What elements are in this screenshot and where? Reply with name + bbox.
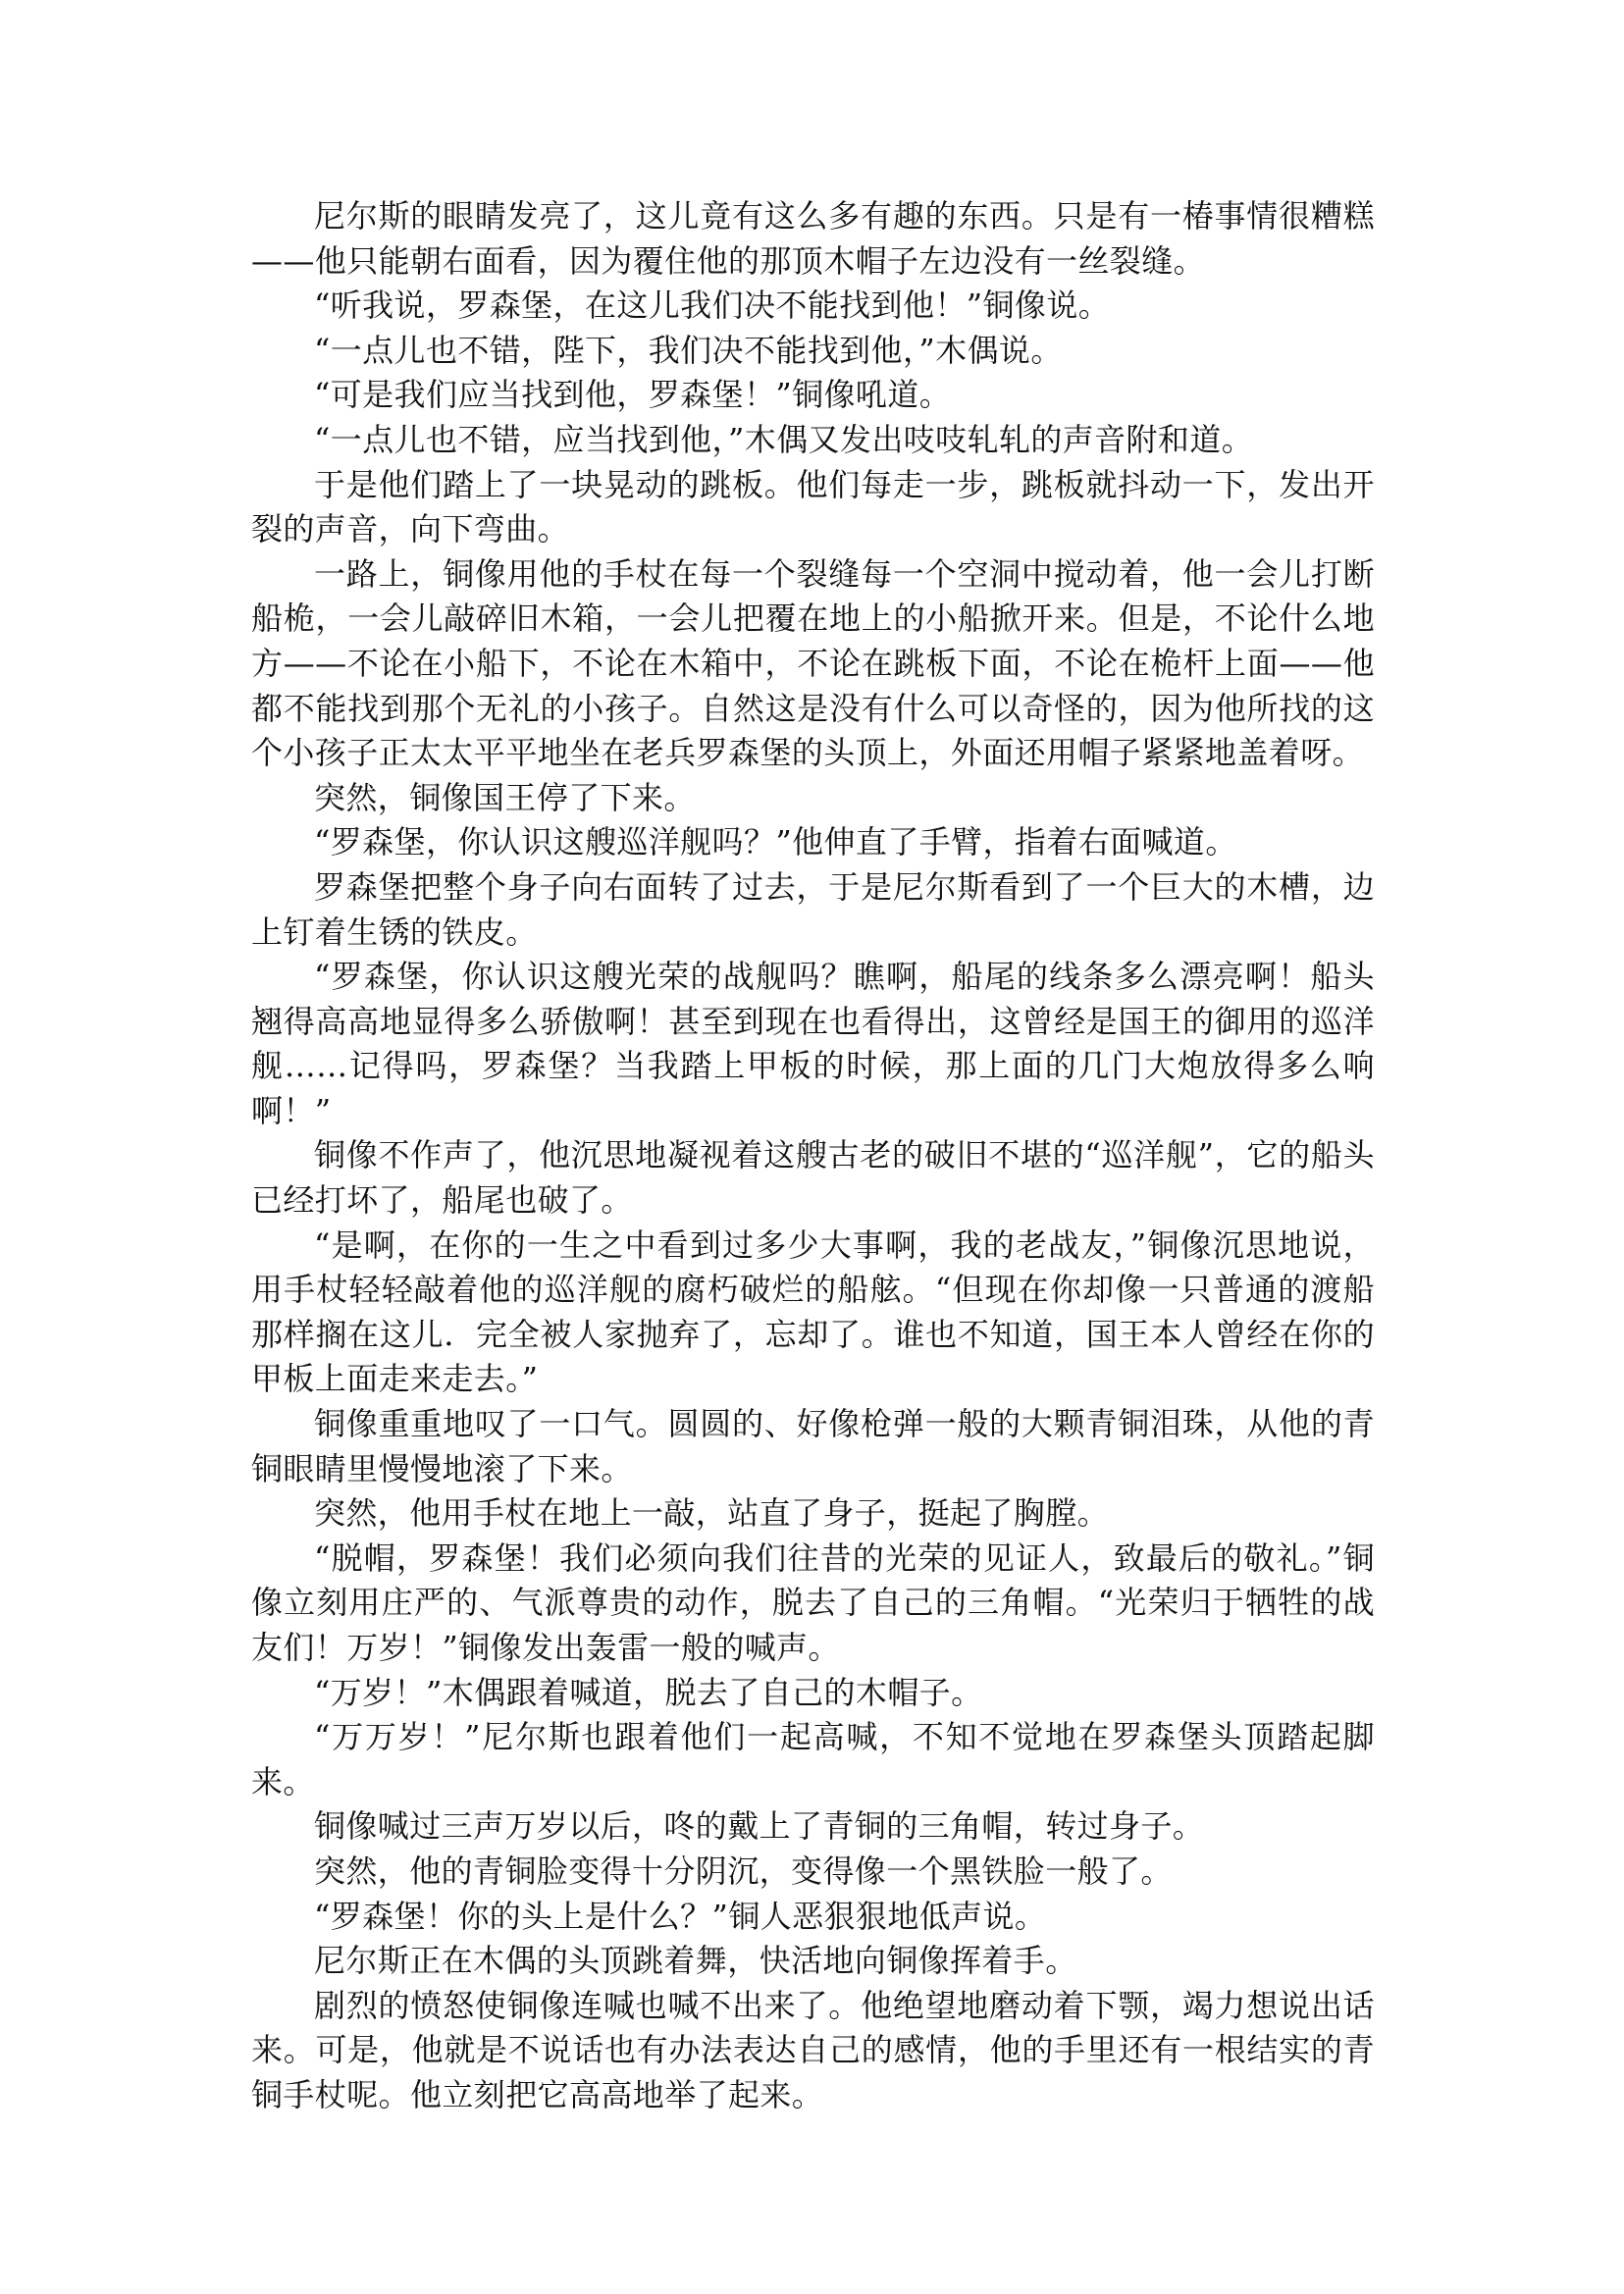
paragraph: 铜像喊过三声万岁以后，咚的戴上了青铜的三角帽，转过身子。	[314, 1807, 1205, 1846]
paragraph: 一路上，铜像用他的手杖在每一个裂缝每一个空洞中搅动着，他一会儿打断船桅，一会儿敲碎旧木箱，一会儿把覆在地上的小船掀开来。但是，不论什么地方——不论在小船下，不论在木箱中，不论在跳板下面，不论在桅杆上面——他都不能找到那个无礼的小孩子。自然这是没有什么可以奇怪的，因为他所找的这个小孩子正太太平平地坐在老兵罗森堡的头顶上，外面还用帽子紧紧地盖着呀。	[251, 554, 1375, 772]
paragraph: 铜像不作声了，他沉思地凝视着这艘古老的破旧不堪的“巡洋舰”，它的船头已经打坏了，船尾也破了。	[251, 1136, 1375, 1220]
paragraph: “是啊，在你的一生之中看到过多少大事啊，我的老战友，”铜像沉思地说，用手杖轻轻敲着他的巡洋舰的腐朽破烂的船舷。“但现在你却像一只普通的渡船那样搁在这儿．完全被人家抛弃了，忘却了。谁也不知道，国王本人曾经在你的甲板上面走来走去。”	[251, 1225, 1375, 1398]
paragraph: “罗森堡！你的头上是什么？”铜人恶狠狠地低声说。	[314, 1897, 1047, 1935]
document-page	[251, 194, 1375, 2118]
paragraph: 突然，他的青铜脸变得十分阴沉，变得像一个黑铁脸一般了。	[314, 1851, 1173, 1890]
paragraph: 尼尔斯正在木偶的头顶跳着舞，快活地向铜像挥着手。	[314, 1942, 1077, 1980]
paragraph: “万岁！”木偶跟着喊道，脱去了自己的木帽子。	[314, 1673, 983, 1711]
paragraph: 突然，铜像国王停了下来。	[314, 778, 696, 816]
paragraph: “罗森堡，你认识这艘巡洋舰吗？”他伸直了手臂，指着右面喊道。	[314, 823, 1237, 861]
paragraph: “一点儿也不错，陛下，我们决不能找到他，”木偶说。	[314, 331, 1063, 369]
paragraph: 尼尔斯的眼睛发亮了，这儿竟有这么多有趣的东西。只是有一椿事情很糟糕——他只能朝右面看，因为覆住他的那顶木帽子左边没有一丝裂缝。	[251, 197, 1375, 280]
paragraph: “听我说，罗森堡，在这儿我们决不能找到他！”铜像说。	[314, 287, 1111, 325]
paragraph: “脱帽，罗森堡！我们必须向我们往昔的光荣的见证人，致最后的敬礼。”铜像立刻用庄严的、气派尊贵的动作，脱去了自己的三角帽。“光荣归于牺牲的战友们！万岁！”铜像发出轰雷一般的喊声。	[251, 1538, 1375, 1666]
paragraph: 罗森堡把整个身子向右面转了过去，于是尼尔斯看到了一个巨大的木槽，边上钉着生锈的铁皮。	[251, 867, 1375, 951]
paragraph: 剧烈的愤怒使铜像连喊也喊不出来了。他绝望地磨动着下颚，竭力想说出话来。可是，他就是不说话也有办法表达自己的感情，他的手里还有一根结实的青铜手杖呢。他立刻把它高高地举了起来。	[251, 1986, 1375, 2113]
paragraph: “可是我们应当找到他，罗森堡！”铜像吼道。	[314, 376, 952, 414]
paragraph: “一点儿也不错，应当找到他，”木偶又发出吱吱轧轧的声音附和道。	[314, 420, 1254, 458]
paragraph: “罗森堡，你认识这艘光荣的战舰吗？瞧啊，船尾的线条多么漂亮啊！船头翘得高高地显得多么骄傲啊！甚至到现在也看得出，这曾经是国王的御用的巡洋舰……记得吗，罗森堡？当我踏上甲板的时候，那上面的几门大炮放得多么响啊！”	[251, 958, 1375, 1129]
paragraph: 于是他们踏上了一块晃动的跳板。他们每走一步，跳板就抖动一下，发出开裂的声音，向下弯曲。	[251, 465, 1375, 548]
paragraph: 铜像重重地叹了一口气。圆圆的、好像枪弹一般的大颗青铜泪珠，从他的青铜眼睛里慢慢地滚了下来。	[251, 1405, 1375, 1487]
paragraph: “万万岁！”尼尔斯也跟着他们一起高喊，不知不觉地在罗森堡头顶踏起脚来。	[251, 1718, 1375, 1800]
paragraph: 突然，他用手杖在地上一敲，站直了身子，挺起了胸膛。	[314, 1494, 1110, 1533]
